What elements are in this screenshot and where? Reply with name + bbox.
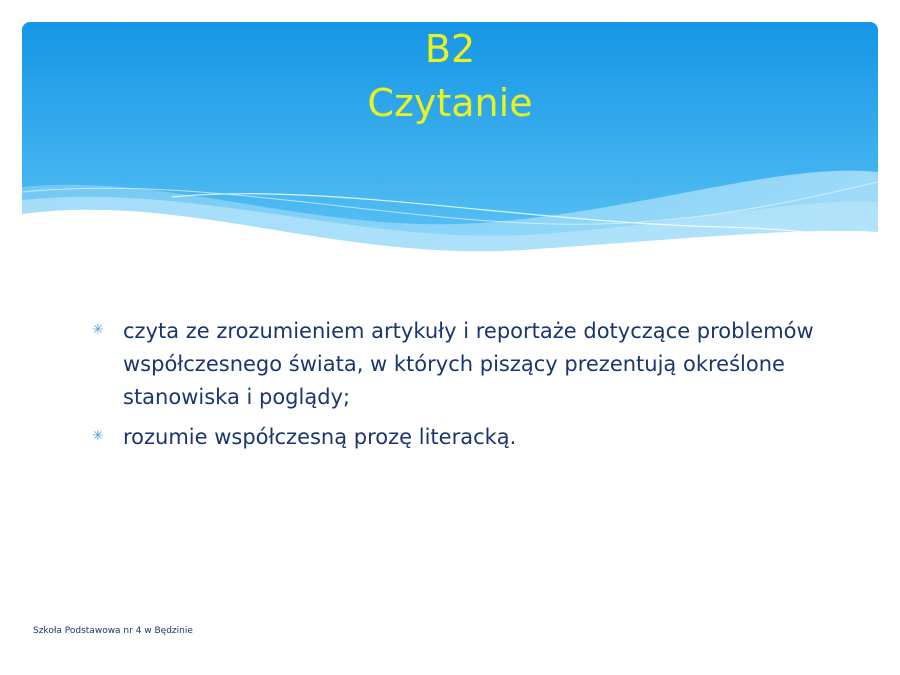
bullet-text: czyta ze zrozumieniem artykuły i reportaże dotyczące problemów współczesnego świata, w których piszący prezentują określone stanowiska i poglądy;	[123, 319, 814, 409]
bullet-list	[92, 315, 832, 461]
footer-text: Szkoła Podstawowa nr 4 w Będzinie	[33, 626, 193, 636]
snowflake-bullet-icon: ✳	[92, 428, 104, 444]
bullet-text: rozumie współczesną prozę literacką.	[123, 425, 517, 449]
list-item	[92, 421, 832, 454]
snowflake-bullet-icon: ✳	[92, 322, 104, 338]
title-line-topic: Czytanie	[367, 81, 533, 125]
title-line-level: B2	[424, 27, 476, 71]
slide-title	[0, 22, 900, 130]
list-item	[92, 315, 832, 414]
